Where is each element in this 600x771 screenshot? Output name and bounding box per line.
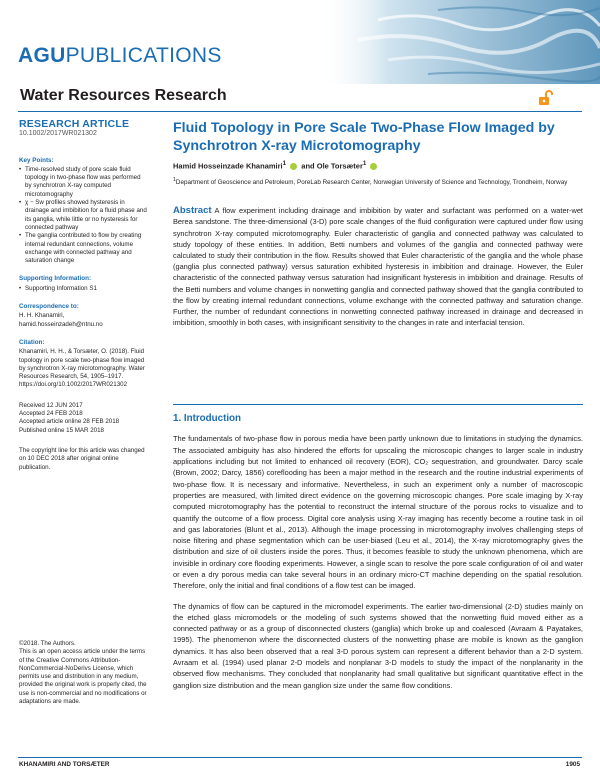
orcid-icon[interactable] bbox=[290, 163, 297, 170]
header-rule bbox=[18, 111, 582, 112]
correspondence-heading: Correspondence to: bbox=[19, 303, 79, 311]
date-published: Published online 15 MAR 2018 bbox=[19, 426, 104, 434]
key-point: • χ − Sw profiles showed hysteresis in drainage and imbibition for a fluid phase and its ganglia, while little or no hysteresis for connected pathway bbox=[25, 199, 147, 232]
article-type: RESEARCH ARTICLE bbox=[19, 118, 130, 130]
author-list bbox=[173, 160, 583, 171]
supporting-info-link[interactable]: • Supporting Information S1 bbox=[25, 285, 147, 293]
abstract-text: A flow experiment including drainage and imbibition by water and surfactant was performed on a water-wet Berea sandstone. The three-dimensional (3-D) pore scale changes of the fluid configuration were captured under flow using synchrotron X-ray computed microtomography. Euler characteristic of ganglia and connected pathway was calculated to study topology of these entities. In addition, Betti numbers and volumes of the ganglia and connected pathway were calculated to study their contribution in the flow. Results showed that Euler characteristic of the ganglia and the whole phase (ganglia plus connected pathway) versus saturation exhibited hysteresis in imbibition and drainage. However, the Euler characteristic of the connected pathway versus saturation had insignificant hysteresis in imbibition and drainage. Results of the Betti numbers and volume changes in nonwetting ganglia and connected pathway showed that the ganglia contributed to the flow by creating internal redundant connections, volume exchange with the connected pathway and saturation change. Further, the number of redundant connections in nonwetting connected pathway increased in drainage and decreased in imbibition, smoothly in both cases, with insignificant sensitivity to the changes in rate and interfacial tension. bbox=[173, 206, 583, 328]
agu-publications-logo bbox=[18, 44, 222, 68]
supporting-info-heading: Supporting Information: bbox=[19, 275, 92, 283]
orcid-icon[interactable] bbox=[370, 163, 377, 170]
abstract-label: Abstract bbox=[173, 205, 212, 217]
key-point: • Time-resolved study of pore scale fluid topology in two-phase flow was performed by synchrotron X-ray computed microtomography bbox=[25, 166, 147, 199]
agu-logo-text: AGU bbox=[18, 44, 66, 67]
author-affiliation-mark: 1 bbox=[282, 160, 287, 167]
publications-logo-text: PUBLICATIONS bbox=[65, 44, 222, 67]
license-heading: ©2018. The Authors. bbox=[19, 640, 76, 647]
running-authors: KHANAMIRI AND TORSÆTER bbox=[19, 761, 110, 768]
section-heading-introduction: 1. Introduction bbox=[173, 413, 242, 425]
affiliation bbox=[173, 176, 583, 188]
key-points-heading: Key Points: bbox=[19, 156, 54, 164]
correspondence-email[interactable]: hamid.hosseinzadeh@ntnu.no bbox=[19, 320, 103, 328]
affiliation-text: Department of Geoscience and Petroleum, PoreLab Research Center, Norwegian University of Science and Technology, Trondheim, Norway bbox=[175, 178, 568, 186]
key-points-list bbox=[19, 166, 147, 266]
open-access-lock-icon bbox=[537, 90, 553, 106]
footer-rule bbox=[18, 757, 582, 758]
page-number: 1905 bbox=[565, 761, 580, 768]
author-conjunction: and bbox=[301, 161, 315, 171]
article-main bbox=[173, 118, 583, 691]
journal-name: Water Resources Research bbox=[20, 87, 227, 104]
author-name: Ole Torsæter bbox=[316, 161, 363, 171]
article-dates bbox=[19, 402, 147, 435]
citation-text: Khanamiri, H. H., & Torsæter, O. (2018). Fluid topology in pore scale two-phase flow imaged by synchrotron X-ray microtomography. Water Resources Research, 54, 1905–1917. https://doi.org/10.1002/2017WR021302 bbox=[19, 348, 145, 389]
date-received: Received 12 JUN 2017 bbox=[19, 401, 83, 409]
intro-paragraph-1: The fundamentals of two-phase flow in porous media have been partly unknown due to limitations in studying the dynamics. The associated ambiguity has also hindered the efforts for upscaling the microscopic changes to larger scale in industry applications including but not limited to enhanced oil recovery (EOR), CO₂ sequestration, and groundwater. Darcy scale (Brown, 2002; Darcy, 1856) coreflooding has been a major method in the research and the routine industrial experiments of two-phase flow. It is necessary and informative. Nevertheless, in such an experiment only a number of macroscopic properties are measured, with limited direct evidence on the governing microscopic changes. Pore scale imaging by X-ray computed microtomography has the potential to reconstruct the internal structure of the porous rocks to visualize and to quantify the outcome of a flow process. Digital core analysis using X-ray imaging has recently become a routine task in oil and gas laboratories (Blunt et al., 2013). Although the image processing in microtomography involves challenging steps of noise filtering and phase segmentation which can be user-biased (Leu et al., 2014), the X-ray microtomography gives the distribution and size of oil clusters inside the pores. Thus, it becomes feasible to study the unknown phenomena, which are invisible in ordinary core flooding experiments. However, a single scan to resolve the pore scale configuration of oil and water or even a dry porous media can take several hours in an ordinary micro-CT machine depending on the spatial resolution. Therefore, only the initial and final conditions of a flow test can be imaged. bbox=[173, 434, 583, 591]
date-accepted-online: Accepted article online 28 FEB 2018 bbox=[19, 418, 120, 426]
correspondence-name: H. H. Khanamiri, bbox=[19, 312, 65, 320]
date-accepted: Accepted 24 FEB 2018 bbox=[19, 410, 83, 418]
section-rule bbox=[173, 404, 583, 405]
author-affiliation-mark: 1 bbox=[362, 160, 367, 167]
publisher-banner bbox=[0, 0, 600, 84]
article-title: Fluid Topology in Pore Scale Two-Phase Flow Imaged by Synchrotron X-ray Microtomography bbox=[173, 120, 555, 154]
sidebar bbox=[19, 118, 147, 472]
license-block bbox=[19, 640, 147, 706]
key-point: • The ganglia contributed to flow by creating internal redundant connections, volume exchange with connected pathway and saturation change bbox=[25, 232, 147, 265]
license-text: This is an open access article under the terms of the Creative Commons Attribution-NonCommercial-NoDerivs License, which permits use and distribution in any medium, provided the original work is properly cited, the use is non-commercial and no modifications or adaptations are made. bbox=[19, 648, 147, 706]
intro-paragraph-2: The dynamics of flow can be captured in the micromodel experiments. The earlier two-dimensional (2-D) studies mainly on the etched glass micromodels or the modeling of such systems showed that the nonwetting fluid moved either as a connected pathway or as a group of disconnected clusters (ganglia) which broke up and coalesced (Avraam & Payatakes, 1995). The phenomenon where the disconnected clusters of the nonwetting phase are mobile is known as the ganglion dynamics. It has also been observed that a real 3-D porous system can represent a different behavior than a 2-D system. Avraam et al. (1994) used planar 2-D models and nonplanar 3-D models to study the impact of the nonplanarity in the observed flow mechanisms. They concluded that nonplanarity had small qualitative but significant quantitative effect in the ganglion size distribution and the mean ganglion size under the same flow conditions. bbox=[173, 601, 583, 690]
abstract bbox=[173, 205, 583, 328]
doi: 10.1002/2017WR021302 bbox=[19, 130, 97, 138]
water-surface-artwork bbox=[318, 0, 600, 84]
citation-heading: Citation: bbox=[19, 338, 45, 346]
copyright-note: The copyright line for this article was changed on 10 DEC 2018 after original online publication. bbox=[19, 446, 145, 471]
author-name: Hamid Hosseinzade Khanamiri bbox=[173, 161, 283, 171]
affiliation-mark: 1 bbox=[173, 176, 176, 183]
supporting-info-list bbox=[19, 285, 147, 293]
